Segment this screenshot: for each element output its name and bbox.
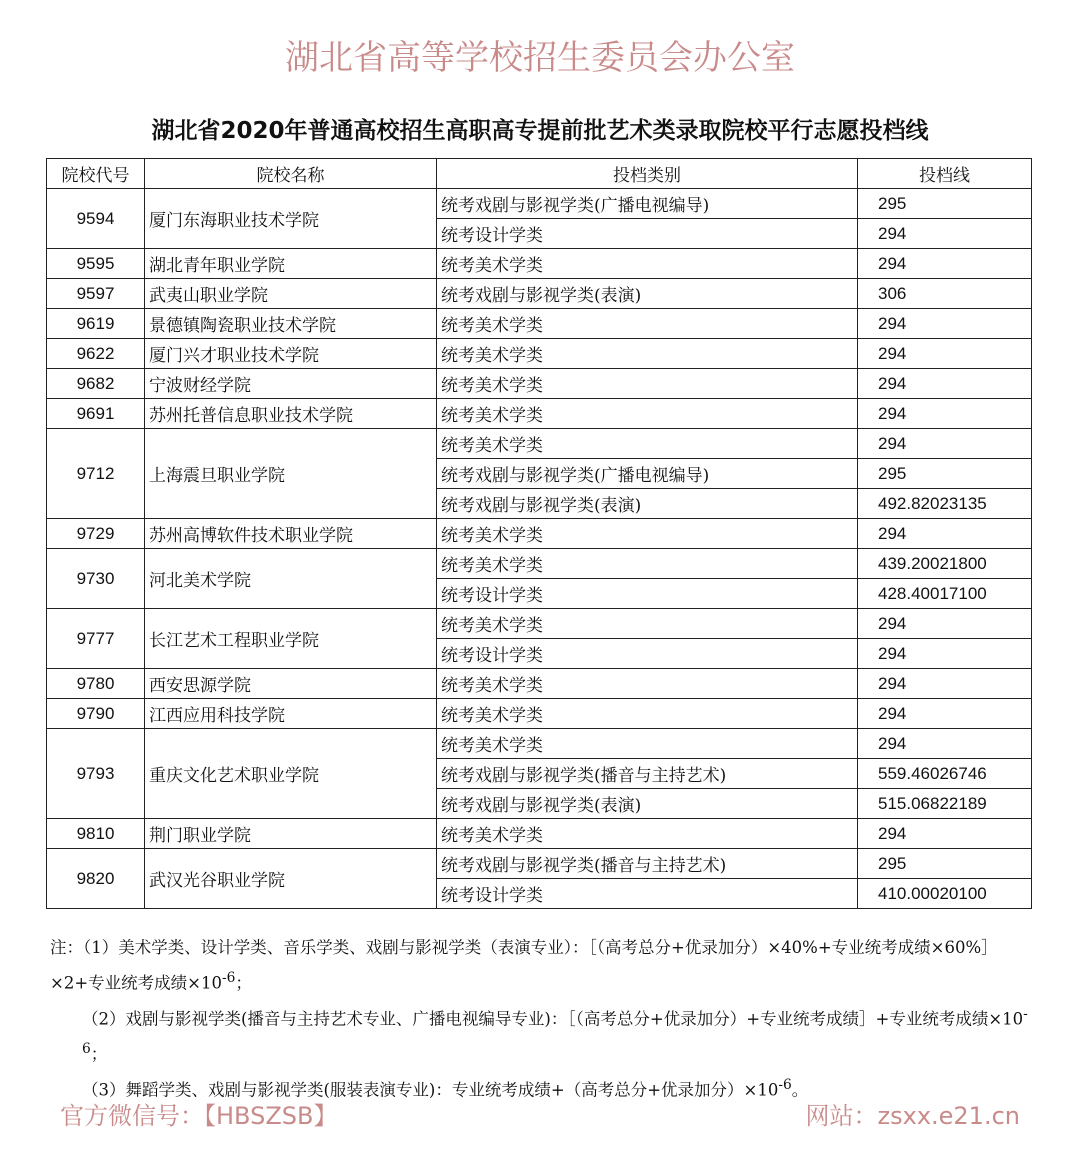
category: 统考美术学类 <box>437 369 858 399</box>
school-code: 9729 <box>47 519 145 549</box>
note-1 <box>50 932 1030 999</box>
category: 统考美术学类 <box>437 399 858 429</box>
note-2 <box>50 999 1030 1070</box>
score: 295 <box>858 849 1032 879</box>
watermark-line-1: 湖北省高等学校招生委员会办公室 <box>285 38 795 78</box>
table-header-row <box>47 159 1032 189</box>
note-text: 注：（1）美术学类、设计学类、音乐学类、戏剧与影视学类（表演专业）：［（高考总分+优录加分）×40%+专业统考成绩×60%］×2+专业统考成绩×10 <box>50 938 998 993</box>
score: 515.06822189 <box>858 789 1032 819</box>
school-name: 长江艺术工程职业学院 <box>145 609 437 669</box>
table-row <box>47 339 1032 369</box>
page-title: 湖北省2020年普通高校招生高职高专提前批艺术类录取院校平行志愿投档线 <box>151 118 929 144</box>
note-end: ； <box>90 1044 108 1064</box>
exponent: -6 <box>778 1076 792 1093</box>
score: 294 <box>858 609 1032 639</box>
school-code: 9619 <box>47 309 145 339</box>
school-name: 景德镇陶瓷职业技术学院 <box>145 309 437 339</box>
note-end: ； <box>235 973 252 993</box>
table-row <box>47 189 1032 219</box>
table-row <box>47 249 1032 279</box>
school-code: 9712 <box>47 429 145 519</box>
school-name: 厦门东海职业技术学院 <box>145 189 437 249</box>
school-code: 9810 <box>47 819 145 849</box>
score: 294 <box>858 369 1032 399</box>
score: 294 <box>858 519 1032 549</box>
score: 294 <box>858 819 1032 849</box>
school-name: 湖北青年职业学院 <box>145 249 437 279</box>
school-code: 9682 <box>47 369 145 399</box>
school-code: 9820 <box>47 849 145 909</box>
table-row <box>47 519 1032 549</box>
exponent: -6 <box>82 1005 1028 1057</box>
school-name: 武夷山职业学院 <box>145 279 437 309</box>
table-row <box>47 819 1032 849</box>
school-name: 宁波财经学院 <box>145 369 437 399</box>
school-name: 武汉光谷职业学院 <box>145 849 437 909</box>
header-score: 投档线 <box>858 159 1032 189</box>
school-code: 9780 <box>47 669 145 699</box>
exponent: -6 <box>221 970 236 986</box>
header-name: 院校名称 <box>145 159 437 189</box>
score: 294 <box>858 219 1032 249</box>
category: 统考设计学类 <box>437 639 858 669</box>
school-code: 9622 <box>47 339 145 369</box>
table-row <box>47 729 1032 759</box>
school-code: 9595 <box>47 249 145 279</box>
category: 统考戏剧与影视学类(播音与主持艺术) <box>437 759 858 789</box>
category: 统考美术学类 <box>437 549 858 579</box>
header-category: 投档类别 <box>437 159 858 189</box>
category: 统考美术学类 <box>437 429 858 459</box>
category: 统考戏剧与影视学类(广播电视编导) <box>437 189 858 219</box>
score: 294 <box>858 249 1032 279</box>
score: 294 <box>858 699 1032 729</box>
score: 294 <box>858 639 1032 669</box>
table-row <box>47 669 1032 699</box>
school-code: 9597 <box>47 279 145 309</box>
score: 295 <box>858 189 1032 219</box>
note-end: 。 <box>791 1080 809 1099</box>
score: 439.20021800 <box>858 549 1032 579</box>
category: 统考戏剧与影视学类(播音与主持艺术) <box>437 849 858 879</box>
score: 294 <box>858 339 1032 369</box>
category: 统考美术学类 <box>437 519 858 549</box>
category: 统考美术学类 <box>437 819 858 849</box>
school-name: 厦门兴才职业技术学院 <box>145 339 437 369</box>
school-name: 荆门职业学院 <box>145 819 437 849</box>
score: 559.46026746 <box>858 759 1032 789</box>
table-row <box>47 849 1032 879</box>
header-code: 院校代号 <box>47 159 145 189</box>
school-name: 河北美术学院 <box>145 549 437 609</box>
score: 294 <box>858 309 1032 339</box>
score-table <box>46 158 1032 909</box>
watermark-line-3: 网站：zsxx.e21.cn <box>805 1102 1020 1130</box>
notes <box>50 932 1030 1105</box>
category: 统考戏剧与影视学类(广播电视编导) <box>437 459 858 489</box>
category: 统考戏剧与影视学类(表演) <box>437 279 858 309</box>
table-row <box>47 549 1032 579</box>
school-code: 9594 <box>47 189 145 249</box>
school-name: 江西应用科技学院 <box>145 699 437 729</box>
school-code: 9691 <box>47 399 145 429</box>
category: 统考美术学类 <box>437 729 858 759</box>
score: 295 <box>858 459 1032 489</box>
note-text: （3）舞蹈学类、戏剧与影视学类(服装表演专业)：专业统考成绩+（高考总分+优录加分）×10 <box>82 1080 779 1099</box>
score: 294 <box>858 729 1032 759</box>
table-row <box>47 309 1032 339</box>
category: 统考美术学类 <box>437 339 858 369</box>
school-code: 9730 <box>47 549 145 609</box>
category: 统考戏剧与影视学类(表演) <box>437 489 858 519</box>
school-code: 9793 <box>47 729 145 819</box>
school-name: 上海震旦职业学院 <box>145 429 437 519</box>
school-name: 重庆文化艺术职业学院 <box>145 729 437 819</box>
school-name: 苏州高博软件技术职业学院 <box>145 519 437 549</box>
score: 306 <box>858 279 1032 309</box>
school-code: 9790 <box>47 699 145 729</box>
category: 统考美术学类 <box>437 249 858 279</box>
category: 统考美术学类 <box>437 309 858 339</box>
table-row <box>47 279 1032 309</box>
category: 统考设计学类 <box>437 579 858 609</box>
score: 294 <box>858 669 1032 699</box>
table-row <box>47 699 1032 729</box>
score: 492.82023135 <box>858 489 1032 519</box>
score: 294 <box>858 399 1032 429</box>
note-text: （2）戏剧与影视学类(播音与主持艺术专业、广播电视编导专业)：［（高考总分+优录加分）+专业统考成绩］+专业统考成绩×10 <box>82 1009 1024 1028</box>
score: 294 <box>858 429 1032 459</box>
category: 统考美术学类 <box>437 669 858 699</box>
school-code: 9777 <box>47 609 145 669</box>
school-name: 西安思源学院 <box>145 669 437 699</box>
score: 410.00020100 <box>858 879 1032 909</box>
school-name: 苏州托普信息职业技术学院 <box>145 399 437 429</box>
score: 428.40017100 <box>858 579 1032 609</box>
table-row <box>47 369 1032 399</box>
category: 统考设计学类 <box>437 879 858 909</box>
table-row <box>47 609 1032 639</box>
category: 统考设计学类 <box>437 219 858 249</box>
watermark-line-2: 官方微信号：【HBSZSB】 <box>60 1102 338 1130</box>
table-row <box>47 429 1032 459</box>
category: 统考美术学类 <box>437 699 858 729</box>
category: 统考美术学类 <box>437 609 858 639</box>
category: 统考戏剧与影视学类(表演) <box>437 789 858 819</box>
table-row <box>47 399 1032 429</box>
